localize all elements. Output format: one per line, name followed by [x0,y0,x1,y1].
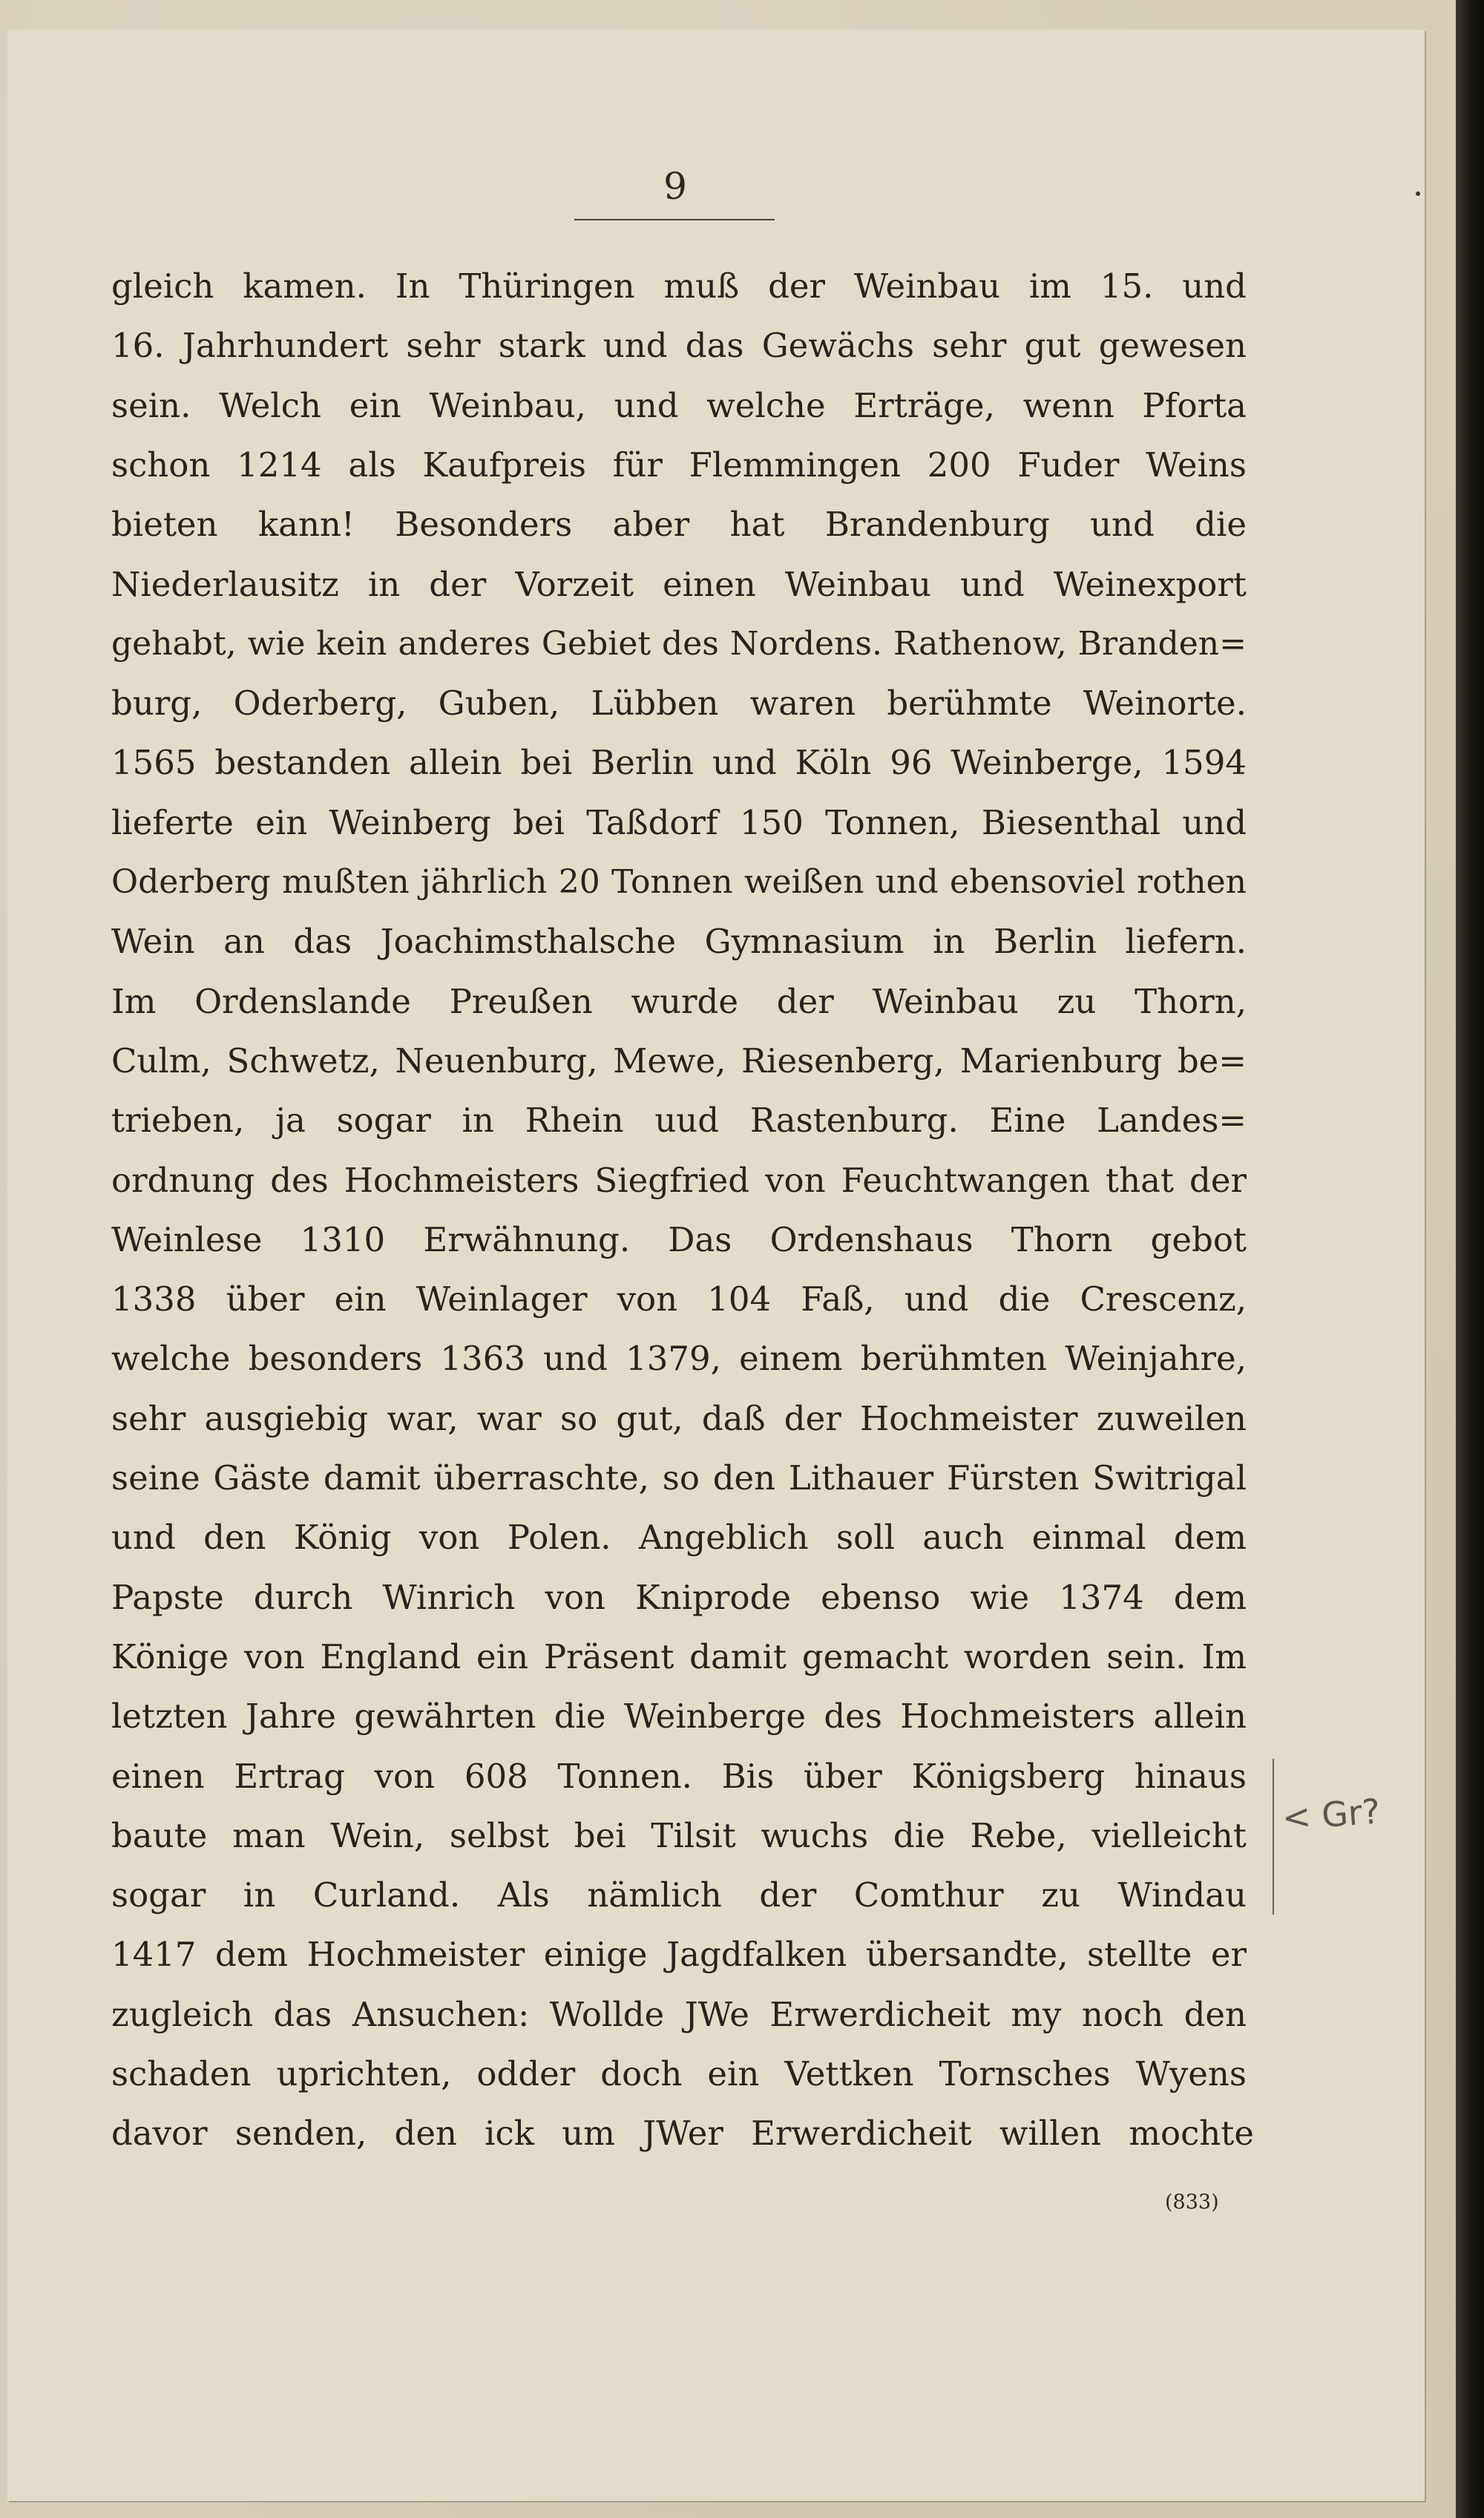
text-line: seine Gäste damit überraschte, so den Lithauer Fürsten Switrigal [111,1458,1247,1498]
text-line: gehabt, wie kein anderes Gebiet des Nordens. Rathenow, Branden= [111,625,1247,663]
text-line: ordnung des Hochmeisters Siegfried von Feuchtwangen that der [111,1161,1247,1200]
text-line: 1338 über ein Weinlager von 104 Faß, und die Crescenz, [111,1279,1247,1319]
text-line: baute man Wein, selbst bei Tilsit wuchs die Rebe, vielleicht [111,1816,1247,1855]
text-line: zugleich das Ansuchen: Wollde JWe Erwerdicheit my noch den [111,1995,1247,2034]
book-page [7,30,1425,2501]
signature-mark: (833) [1165,2191,1219,2214]
book-edge [1456,0,1484,2518]
text-line: Culm, Schwetz, Neuenburg, Mewe, Riesenberg, Marienburg be= [111,1041,1247,1081]
margin-dot [1416,191,1420,196]
text-line: 16. Jahrhundert sehr stark und das Gewächs sehr gut gewesen [111,326,1247,365]
text-line: schaden uprichten, odder doch ein Vettken Tornsches Wyens [111,2054,1247,2094]
text-line: Niederlausitz in der Vorzeit einen Weinbau und Weinexport [111,565,1247,604]
text-line: letzten Jahre gewährten die Weinberge des Hochmeisters allein [111,1696,1247,1736]
text-line: schon 1214 als Kaufpreis für Flemmingen 200 Fuder Weins [111,445,1247,485]
text-line: bieten kann! Besonders aber hat Brandenburg und die [111,505,1247,544]
text-line: sein. Welch ein Weinbau, und welche Erträge, wenn Pforta [111,386,1247,425]
page-number: 9 [663,165,687,208]
text-line: welche besonders 1363 und 1379, einem berühmten Weinjahre, [111,1339,1247,1378]
text-line: sogar in Curland. Als nämlich der Comthur zu Windau [111,1875,1247,1915]
text-line: sehr ausgiebig war, war so gut, daß der Hochmeister zuweilen [111,1399,1247,1438]
text-line: 1417 dem Hochmeister einige Jagdfalken übersandte, stellte er [111,1935,1247,1974]
text-line: Könige von England ein Präsent damit gemacht worden sein. Im [111,1637,1247,1676]
margin-pencil-note: < Gr? [1281,1791,1382,1838]
text-line: Im Ordenslande Preußen wurde der Weinbau zu Thorn, [111,982,1247,1021]
text-line: gleich kamen. In Thüringen muß der Weinbau im 15. und [111,266,1247,306]
text-line: Oderberg mußten jährlich 20 Tonnen weißen und ebensoviel rothen [111,863,1247,901]
text-line: Wein an das Joachimsthalsche Gymnasium in Berlin liefern. [111,922,1247,961]
text-line: einen Ertrag von 608 Tonnen. Bis über Königsberg hinaus [111,1757,1247,1796]
margin-pencil-bracket [1273,1759,1274,1915]
text-line: Weinlese 1310 Erwähnung. Das Ordenshaus Thorn gebot [111,1220,1247,1259]
text-line: davor senden, den ick um JWer Erwerdicheit willen mochte [111,2114,1254,2153]
text-line: trieben, ja sogar in Rhein uud Rastenburg. Eine Landes= [111,1101,1247,1140]
text-line: lieferte ein Weinberg bei Taßdorf 150 Tonnen, Biesenthal und [111,803,1247,842]
text-line: burg, Oderberg, Guben, Lübben waren berühmte Weinorte. [111,683,1247,723]
text-line: Papste durch Winrich von Kniprode ebenso wie 1374 dem [111,1578,1247,1617]
text-line: 1565 bestanden allein bei Berlin und Köln 96 Weinberge, 1594 [111,743,1247,782]
text-line: und den König von Polen. Angeblich soll auch einmal dem [111,1518,1247,1557]
page-number-rule [574,219,775,220]
